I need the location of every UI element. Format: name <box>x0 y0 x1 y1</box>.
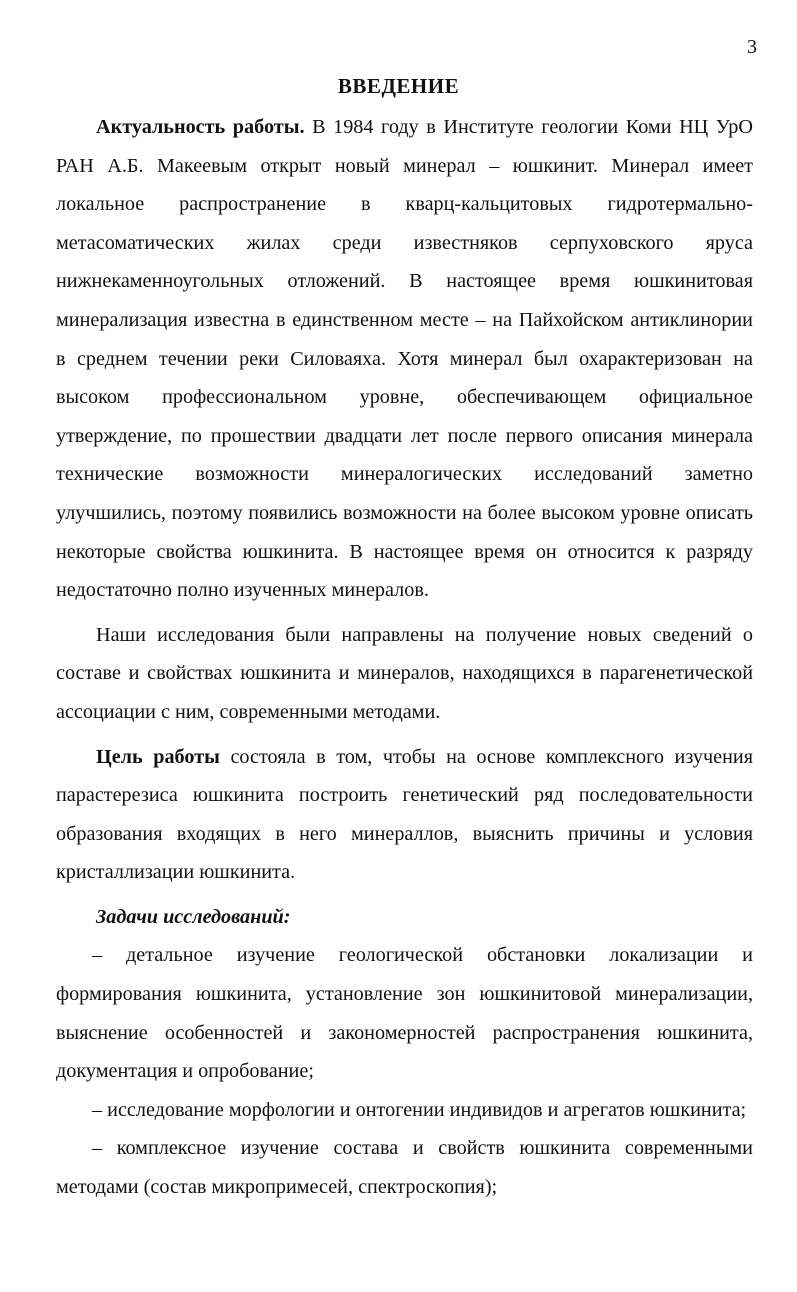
goal-text: состояла в том, чтобы на основе комплексного изучения парастерезиса юшкинита построить генетический ряд последовательности образования входящих в него минераллов, выяснить причины и условия кристаллизации юшкинита. <box>56 745 753 884</box>
page-number: 3 <box>747 36 757 58</box>
relevance-label: Актуальность работы. <box>96 116 305 138</box>
task-item-3: – комплексное изучение состава и свойств юшкинита современными методами (состав микропримесей, спектроскопия); <box>56 1137 753 1199</box>
task-item-2: – исследование морфологии и онтогении индивидов и агрегатов юшкинита; <box>92 1098 747 1121</box>
goal-paragraph <box>56 738 753 892</box>
task-item-1: – детальное изучение геологической обстановки локализации и формирования юшкинита, установление зон юшкинитовой минерализации, выяснение особенностей и закономерностей распространения юшкинита, документация и опробование; <box>56 944 753 1083</box>
research-direction-paragraph: Наши исследования были направлены на получение новых сведений о составе и свойствах юшкинита и минералов, находящихся в парагенетической ассоциации с ним, современными методами. <box>56 623 753 723</box>
section-heading: ВВЕДЕНИЕ <box>337 74 460 98</box>
tasks-heading: Задачи исследований: <box>96 905 291 928</box>
relevance-text: В 1984 году в Институте геологии Коми НЦ УрО РАН А.Б. Макеевым открыт новый минерал – юшкинит. Минерал имеет локальное распространение в кварц-кальцитовых гидротермально-метасоматических жилах среди известняков серпуховского яруса нижнекаменноугольных отложений. В настоящее время юшкинитовая минерализация известна в единственном месте – на Пайхойском антиклинории в среднем течении реки Силоваяха. Хотя минерал был охарактеризован на высоком профессиональном уровне, обеспечивающем официальное утверждение, по прошествии двадцати лет после первого описания минерала технические возможности минералогических исследований заметно улучшились, поэтому появились возможности на более высоком уровне описать некоторые свойства юшкинита. В настоящее время он относится к разряду недостаточно полно изученных минералов. <box>56 116 753 602</box>
goal-label: Цель работы <box>96 745 220 768</box>
relevance-paragraph <box>56 108 753 610</box>
body-text <box>56 108 753 1207</box>
